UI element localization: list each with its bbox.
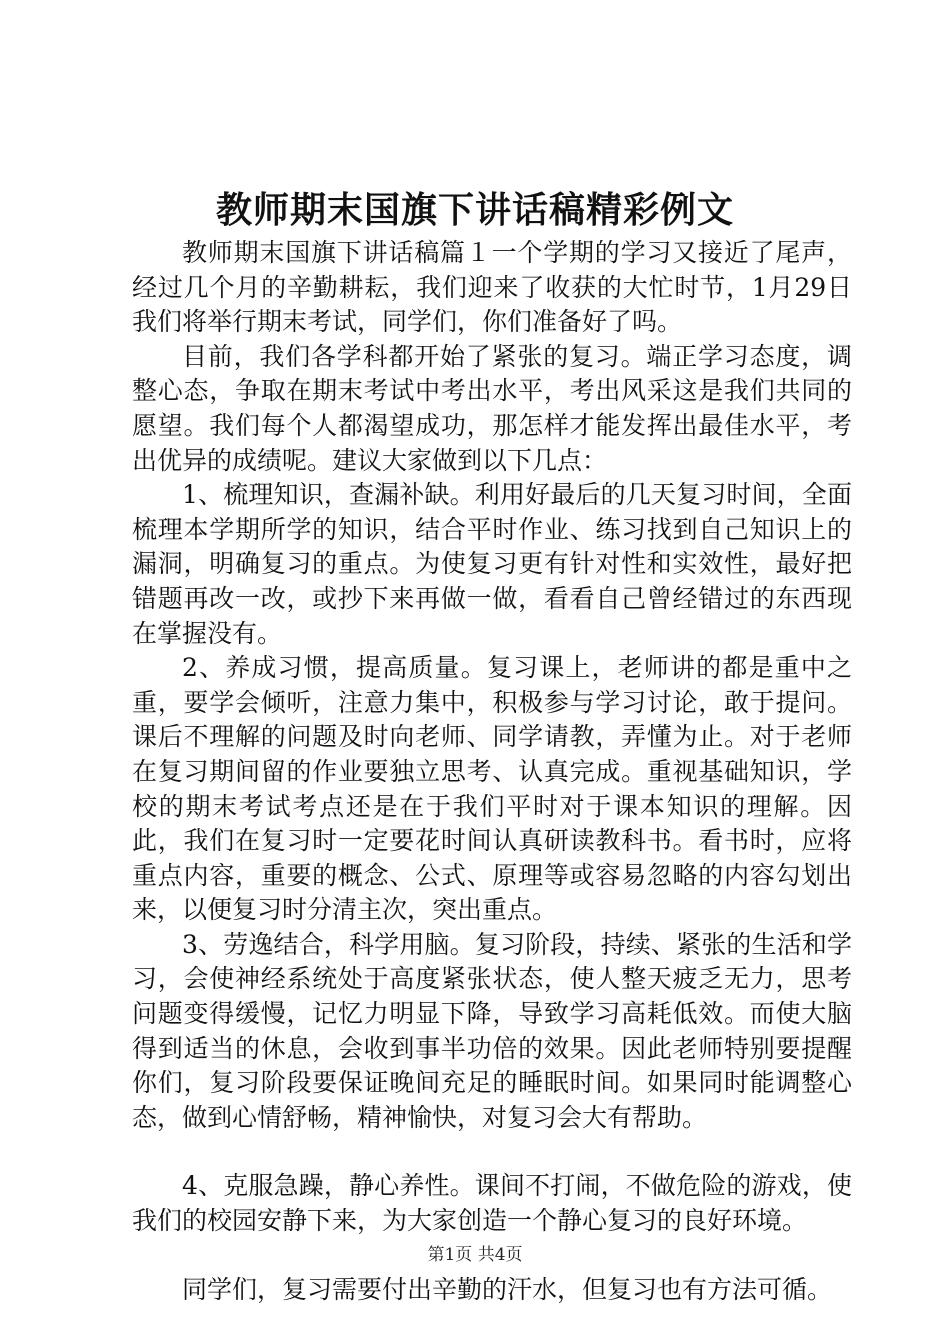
paragraph-closing: 同学们，复习需要付出辛勤的汗水，但复习也有方法可循。	[182, 1274, 833, 1304]
document-title: 教师期末国旗下讲话稿精彩例文	[215, 189, 734, 231]
paragraph-intro: 教师期末国旗下讲话稿篇１一个学期的学习又接近了尾声，经过几个月的辛勤耕耘，我们迎来了收获的大忙时节，1月29日我们将举行期末考试，同学们，你们准备好了吗。	[132, 238, 852, 337]
paragraph-point-4: 4、克服急躁，静心养性。课间不打闹，不做危险的游戏，使我们的校园安静下来，为大家创造一个静心复习的良好环境。	[132, 1171, 852, 1236]
paragraph-point-1: 1、梳理知识，查漏补缺。利用好最后的几天复习时间，全面梳理本学期所学的知识，结合平时作业、练习找到自己知识上的漏洞，明确复习的重点。为使复习更有针对性和实效性，最好把错题再改一改，或抄下来再做一做，看看自己曾经错过的东西现在掌握没有。	[132, 480, 852, 648]
paragraph-point-3: 3、劳逸结合，科学用脑。复习阶段，持续、紧张的生活和学习，会使神经系统处于高度紧张状态，使人整天疲乏无力，思考问题变得缓慢，记忆力明显下降，导致学习高耗低效。而使大脑得到适当的休息，会收到事半功倍的效果。因此老师特别要提醒你们，复习阶段要保证晚间充足的睡眠时间。如果同时能调整心态，做到心情舒畅，精神愉快，对复习会大有帮助。	[132, 929, 852, 1132]
page-footer: 第1页 共4页	[427, 1245, 523, 1265]
paragraph-point-2: 2、养成习惯，提高质量。复习课上，老师讲的都是重中之重，要学会倾听，注意力集中，积极参与学习讨论，敢于提问。课后不理解的问题及时向老师、同学请教，弄懂为止。对于老师在复习期间留的作业要独立思考、认真完成。重视基础知识，学校的期末考试考点还是在于我们平时对于课本知识的理解。因此，我们在复习时一定要花时间认真研读教科书。看书时，应将重点内容，重要的概念、公式、原理等或容易忽略的内容勾划出来，以便复习时分清主次，突出重点。	[132, 653, 852, 925]
paragraph-current: 目前，我们各学科都开始了紧张的复习。端正学习态度，调整心态，争取在期末考试中考出水平，考出风采这是我们共同的愿望。我们每个人都渴望成功，那怎样才能发挥出最佳水平，考出优异的成绩呢。建议大家做到以下几点：	[132, 341, 852, 475]
document-body	[132, 236, 852, 1307]
